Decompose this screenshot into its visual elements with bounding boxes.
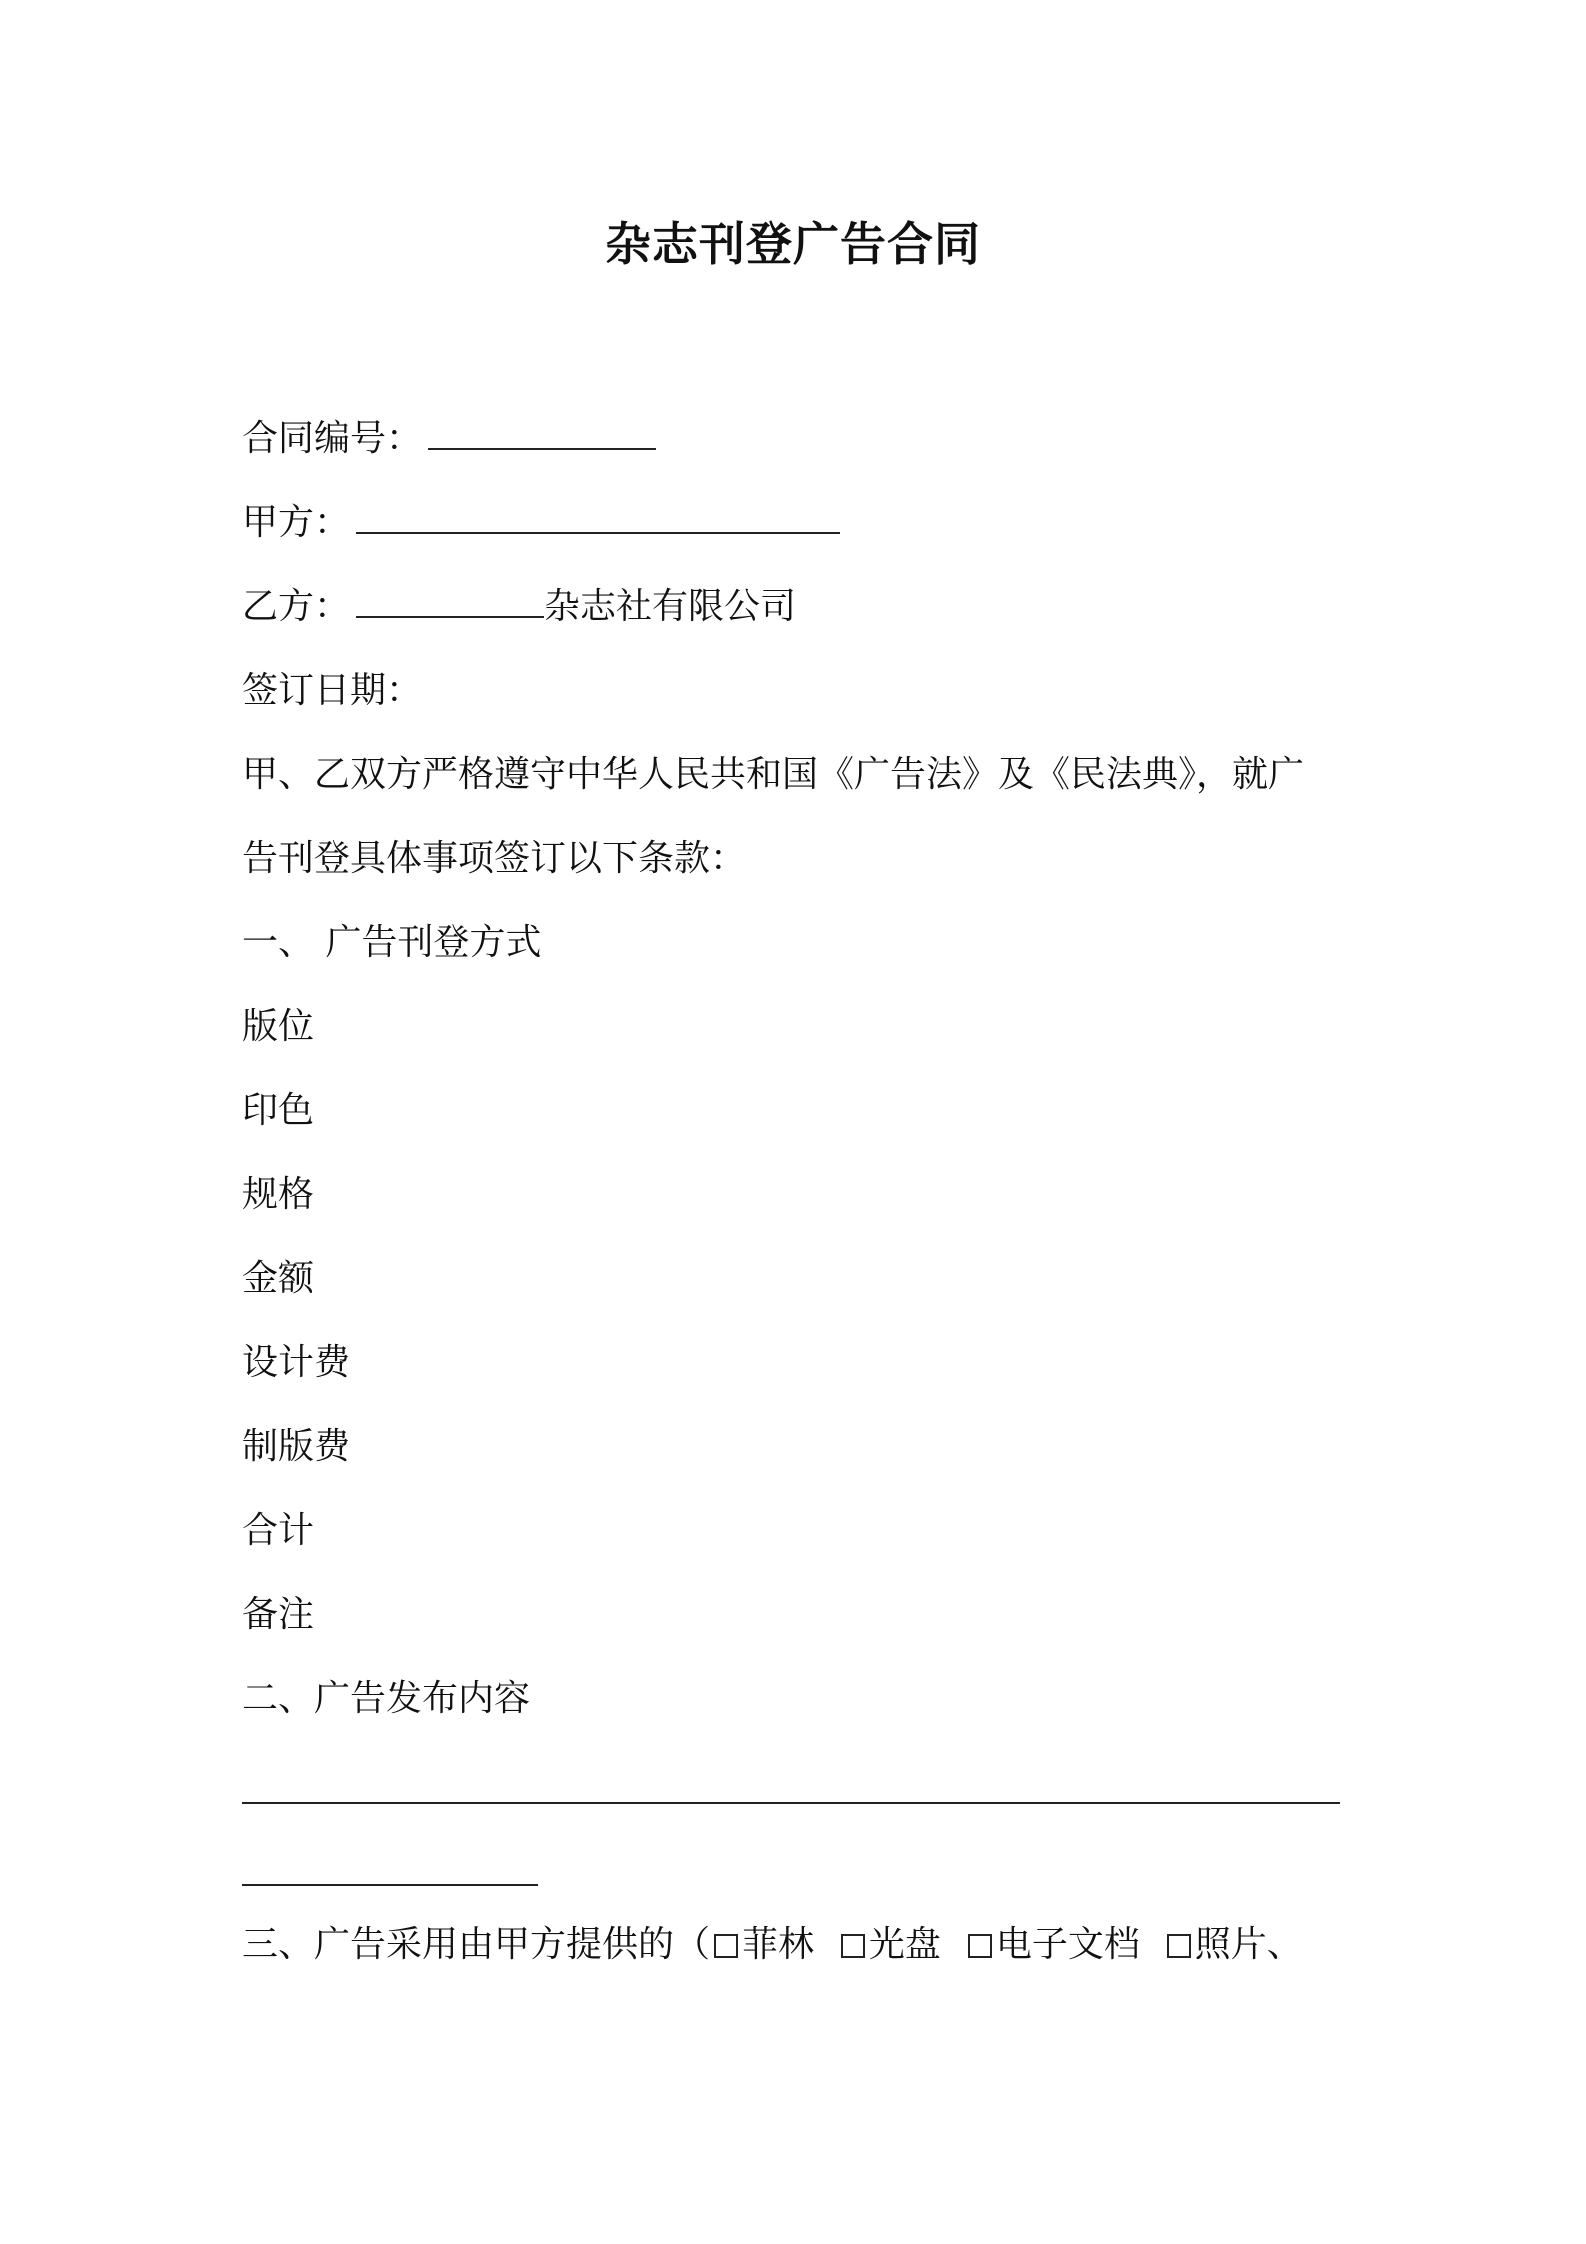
sign-date-label: 签订日期： [242, 670, 423, 711]
contract-number-line [242, 415, 656, 463]
section1-item-total: 合计 [242, 1510, 315, 1551]
party-b-line [242, 583, 796, 631]
section1-title: 一、 广告刊登方式 [242, 922, 542, 963]
section1-item-amount: 金额 [242, 1258, 315, 1299]
party-b-suffix: 杂志社有限公司 [544, 586, 797, 627]
contract-number-blank[interactable] [428, 418, 656, 450]
party-b-label: 乙方： [242, 586, 351, 627]
party-a-line [242, 499, 840, 547]
section1-item-remarks: 备注 [242, 1594, 315, 1635]
checkbox-photo[interactable] [1167, 1934, 1191, 1958]
party-a-label: 甲方： [242, 502, 351, 543]
section1-item-plate-fee: 制版费 [242, 1426, 351, 1467]
section1-item-color: 印色 [242, 1090, 315, 1131]
checkbox-disc[interactable] [841, 1934, 865, 1958]
section2-title: 二、广告发布内容 [242, 1678, 531, 1719]
section3-prefix: 三、广告采用由甲方提供的（ [242, 1924, 711, 1965]
checkbox-film[interactable] [714, 1934, 738, 1958]
option-disc-label: 光盘 [868, 1924, 941, 1965]
section1-item-design-fee: 设计费 [242, 1342, 351, 1383]
document-title: 杂志刊登广告合同 [605, 217, 981, 271]
section3-line [242, 1921, 1303, 1969]
party-b-blank[interactable] [356, 586, 544, 618]
option-film-label: 菲林 [742, 1924, 815, 1965]
content-blank-line-1[interactable] [242, 1802, 1340, 1804]
contract-number-label: 合同编号： [242, 418, 423, 459]
checkbox-electronic-doc[interactable] [968, 1934, 992, 1958]
intro-line-1: 甲、乙双方严格遵守中华人民共和国《广告法》及《民法典》，就广 [242, 754, 1305, 795]
section1-item-size: 规格 [242, 1174, 315, 1215]
intro-line-2: 告刊登具体事项签订以下条款： [242, 838, 747, 879]
option-photo-label: 照片、 [1194, 1924, 1303, 1965]
party-a-blank[interactable] [356, 502, 840, 534]
section1-item-position: 版位 [242, 1006, 315, 1047]
content-blank-line-2[interactable] [242, 1884, 538, 1886]
option-electronic-doc-label: 电子文档 [995, 1924, 1140, 1965]
